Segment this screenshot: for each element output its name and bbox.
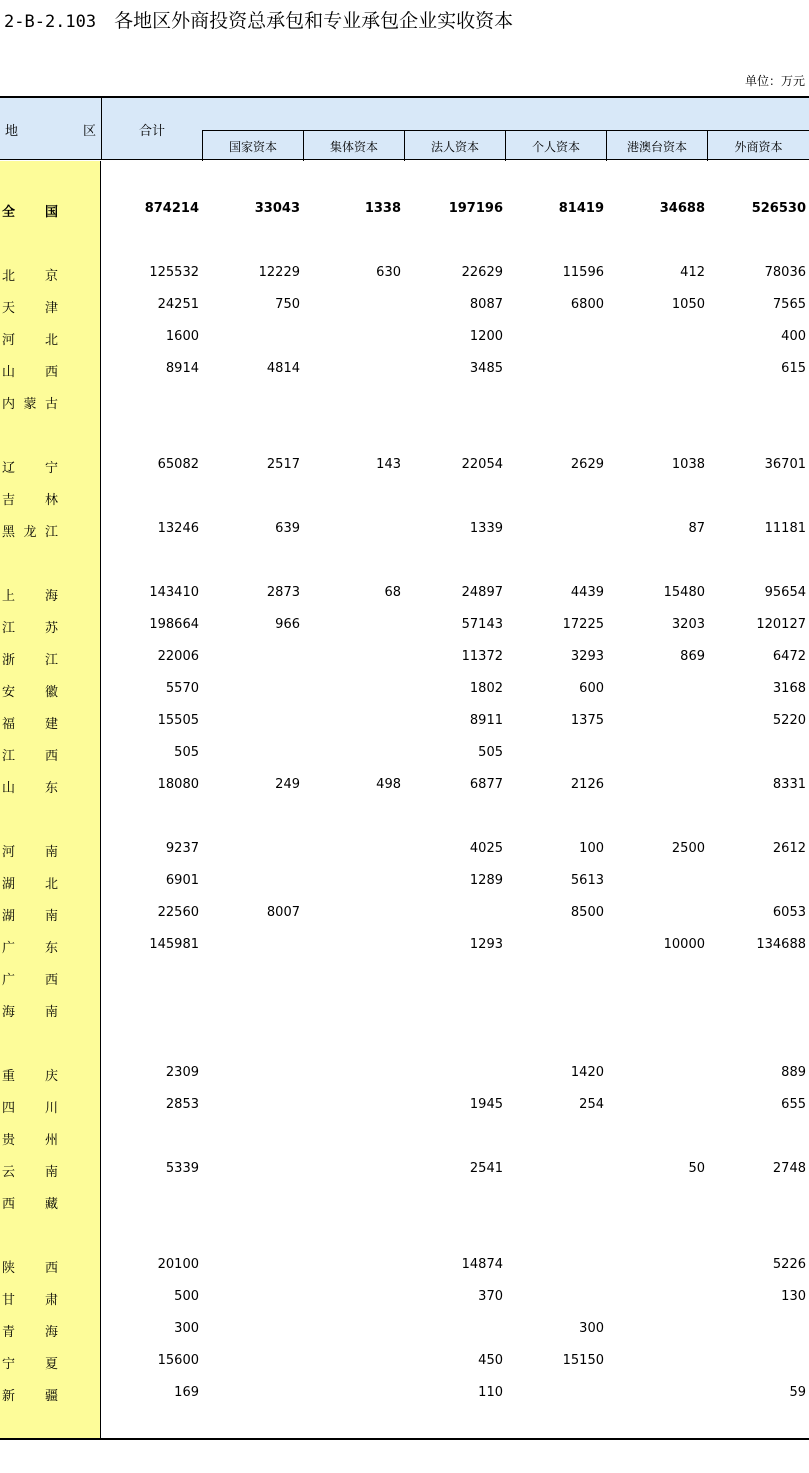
value-cell: 300 <box>174 1321 199 1336</box>
value-cell: 1050 <box>671 297 705 312</box>
value-cell: 869 <box>680 649 705 664</box>
region-name: 辽 宁 <box>2 461 58 476</box>
value-cell: 22560 <box>157 905 199 920</box>
value-cell: 100 <box>579 841 604 856</box>
region-name: 山 西 <box>2 365 58 380</box>
value-cell: 36701 <box>764 457 806 472</box>
value-cell: 300 <box>579 1321 604 1336</box>
table-row <box>0 1350 809 1374</box>
value-cell: 11181 <box>764 521 806 536</box>
region-name: 青 海 <box>2 1325 58 1340</box>
value-cell: 655 <box>781 1097 806 1112</box>
value-cell: 78036 <box>764 265 806 280</box>
value-cell: 526530 <box>751 201 806 216</box>
value-cell: 2853 <box>165 1097 199 1112</box>
table-row <box>0 774 809 798</box>
table-row <box>0 934 809 958</box>
value-cell: 20100 <box>157 1257 199 1272</box>
value-cell: 6800 <box>570 297 604 312</box>
value-cell: 2517 <box>266 457 300 472</box>
table-row <box>0 1094 809 1118</box>
table-row <box>0 678 809 702</box>
header-total: 合计 <box>138 124 165 139</box>
value-cell: 9237 <box>165 841 199 856</box>
value-cell: 639 <box>275 521 300 536</box>
value-cell: 11372 <box>461 649 503 664</box>
value-cell: 8911 <box>469 713 503 728</box>
value-cell: 15150 <box>562 1353 604 1368</box>
region-name: 甘 肃 <box>2 1293 58 1308</box>
value-cell: 630 <box>376 265 401 280</box>
table-row <box>0 454 809 478</box>
value-cell: 5570 <box>165 681 199 696</box>
value-cell: 412 <box>680 265 705 280</box>
table-bottom-rule <box>0 1438 809 1440</box>
value-cell: 254 <box>579 1097 604 1112</box>
value-cell: 8914 <box>165 361 199 376</box>
value-cell: 15505 <box>157 713 199 728</box>
value-cell: 889 <box>781 1065 806 1080</box>
region-name: 江 苏 <box>2 621 58 636</box>
table-row <box>0 870 809 894</box>
value-cell: 2748 <box>772 1161 806 1176</box>
value-cell: 8500 <box>570 905 604 920</box>
value-cell: 1420 <box>570 1065 604 1080</box>
table-row <box>0 1062 809 1086</box>
table-row <box>0 838 809 862</box>
table-row <box>0 1254 809 1278</box>
value-cell: 3168 <box>772 681 806 696</box>
value-cell: 33043 <box>254 201 300 216</box>
value-cell: 145981 <box>149 937 199 952</box>
value-cell: 68 <box>384 585 401 600</box>
table-row <box>0 198 809 222</box>
value-cell: 125532 <box>149 265 199 280</box>
table-row <box>0 326 809 350</box>
value-cell: 15600 <box>157 1353 199 1368</box>
value-cell: 5339 <box>165 1161 199 1176</box>
value-cell: 1293 <box>469 937 503 952</box>
value-cell: 600 <box>579 681 604 696</box>
value-cell: 4025 <box>469 841 503 856</box>
region-name: 重 庆 <box>2 1069 58 1084</box>
table-row <box>0 358 809 382</box>
table-header <box>0 96 809 160</box>
region-name: 山 东 <box>2 781 58 796</box>
value-cell: 615 <box>781 361 806 376</box>
table-row <box>0 390 809 414</box>
value-cell: 450 <box>478 1353 503 1368</box>
value-cell: 370 <box>478 1289 503 1304</box>
value-cell: 143 <box>376 457 401 472</box>
value-cell: 1339 <box>469 521 503 536</box>
region-name: 河 北 <box>2 333 58 348</box>
value-cell: 2500 <box>671 841 705 856</box>
value-cell: 500 <box>174 1289 199 1304</box>
table-row <box>0 966 809 990</box>
value-cell: 3203 <box>671 617 705 632</box>
value-cell: 5220 <box>772 713 806 728</box>
value-cell: 2541 <box>469 1161 503 1176</box>
table-row <box>0 646 809 670</box>
value-cell: 22629 <box>461 265 503 280</box>
value-cell: 1289 <box>469 873 503 888</box>
table-row <box>0 1190 809 1214</box>
region-name: 全 国 <box>2 205 58 220</box>
region-name: 四 川 <box>2 1101 58 1116</box>
value-cell: 1375 <box>570 713 604 728</box>
value-cell: 1038 <box>671 457 705 472</box>
value-cell: 966 <box>275 617 300 632</box>
region-column-background <box>0 161 101 1439</box>
value-cell: 15480 <box>663 585 705 600</box>
value-cell: 110 <box>478 1385 503 1400</box>
region-name: 吉 林 <box>2 493 58 508</box>
value-cell: 120127 <box>756 617 806 632</box>
value-cell: 3485 <box>469 361 503 376</box>
value-cell: 95654 <box>764 585 806 600</box>
value-cell: 24251 <box>157 297 199 312</box>
region-name: 河 南 <box>2 845 58 860</box>
value-cell: 13246 <box>157 521 199 536</box>
table-row <box>0 902 809 926</box>
value-cell: 59 <box>789 1385 806 1400</box>
value-cell: 34688 <box>659 201 705 216</box>
value-cell: 8331 <box>772 777 806 792</box>
header-collective-capital: 集体资本 <box>304 131 405 161</box>
value-cell: 12229 <box>258 265 300 280</box>
region-name: 黑 龙 江 <box>2 525 58 540</box>
region-name: 福 建 <box>2 717 58 732</box>
table-row <box>0 582 809 606</box>
value-cell: 5226 <box>772 1257 806 1272</box>
value-cell: 2612 <box>772 841 806 856</box>
value-cell: 4439 <box>570 585 604 600</box>
table-row <box>0 1318 809 1342</box>
table-row <box>0 998 809 1022</box>
value-cell: 24897 <box>461 585 503 600</box>
value-cell: 134688 <box>756 937 806 952</box>
value-cell: 4814 <box>266 361 300 376</box>
value-cell: 2126 <box>570 777 604 792</box>
value-cell: 14874 <box>461 1257 503 1272</box>
value-cell: 87 <box>688 521 705 536</box>
region-name: 新 疆 <box>2 1389 58 1404</box>
header-hk-macao-taiwan-capital: 港澳台资本 <box>607 131 708 161</box>
value-cell: 57143 <box>461 617 503 632</box>
value-cell: 1802 <box>469 681 503 696</box>
header-legal-person-capital: 法人资本 <box>405 131 506 161</box>
table-row <box>0 1382 809 1406</box>
region-name: 内 蒙 古 <box>2 397 58 412</box>
value-cell: 1945 <box>469 1097 503 1112</box>
value-cell: 50 <box>688 1161 705 1176</box>
region-name: 江 西 <box>2 749 58 764</box>
region-name: 天 津 <box>2 301 58 316</box>
page-title <box>4 6 513 33</box>
header-foreign-capital: 外商资本 <box>734 139 783 154</box>
region-name: 广 西 <box>2 973 58 988</box>
table-row <box>0 742 809 766</box>
value-cell: 143410 <box>149 585 199 600</box>
table-row <box>0 262 809 286</box>
table-row <box>0 294 809 318</box>
region-name: 湖 北 <box>2 877 58 892</box>
value-cell: 18080 <box>157 777 199 792</box>
value-cell: 22054 <box>461 457 503 472</box>
value-cell: 2629 <box>570 457 604 472</box>
value-cell: 17225 <box>562 617 604 632</box>
region-name: 湖 南 <box>2 909 58 924</box>
value-cell: 1600 <box>165 329 199 344</box>
value-cell: 81419 <box>558 201 604 216</box>
unit-label: 单位：万元 <box>744 74 805 88</box>
value-cell: 65082 <box>157 457 199 472</box>
value-cell: 505 <box>478 745 503 760</box>
region-name: 广 东 <box>2 941 58 956</box>
header-state-capital: 国家资本 <box>203 131 304 161</box>
table-row <box>0 518 809 542</box>
value-cell: 169 <box>174 1385 199 1400</box>
value-cell: 8087 <box>469 297 503 312</box>
value-cell: 1338 <box>364 201 401 216</box>
table-row <box>0 1158 809 1182</box>
value-cell: 6877 <box>469 777 503 792</box>
value-cell: 400 <box>781 329 806 344</box>
value-cell: 750 <box>275 297 300 312</box>
header-individual-capital: 个人资本 <box>506 131 607 161</box>
table-row <box>0 1286 809 1310</box>
region-name: 云 南 <box>2 1165 58 1180</box>
region-name: 浙 江 <box>2 653 58 668</box>
value-cell: 1200 <box>469 329 503 344</box>
value-cell: 3293 <box>570 649 604 664</box>
value-cell: 197196 <box>448 201 503 216</box>
value-cell: 10000 <box>663 937 705 952</box>
value-cell: 198664 <box>149 617 199 632</box>
region-name: 上 海 <box>2 589 58 604</box>
value-cell: 498 <box>376 777 401 792</box>
table-title: 各地区外商投资总承包和专业承包企业实收资本 <box>114 10 514 32</box>
header-subcolumns <box>202 130 809 161</box>
table-code: 2-B-2.103 <box>4 12 97 32</box>
value-cell: 8007 <box>266 905 300 920</box>
region-name: 北 京 <box>2 269 58 284</box>
table-row <box>0 710 809 734</box>
value-cell: 5613 <box>570 873 604 888</box>
table-row <box>0 486 809 510</box>
region-name: 宁 夏 <box>2 1357 58 1372</box>
table-row <box>0 614 809 638</box>
region-name: 陕 西 <box>2 1261 58 1276</box>
region-name: 海 南 <box>2 1005 58 1020</box>
region-name: 贵 州 <box>2 1133 58 1148</box>
value-cell: 6053 <box>772 905 806 920</box>
value-cell: 2873 <box>266 585 300 600</box>
value-cell: 874214 <box>144 201 199 216</box>
value-cell: 249 <box>275 777 300 792</box>
value-cell: 130 <box>781 1289 806 1304</box>
value-cell: 505 <box>174 745 199 760</box>
value-cell: 6901 <box>165 873 199 888</box>
value-cell: 2309 <box>165 1065 199 1080</box>
region-name: 安 徽 <box>2 685 58 700</box>
value-cell: 6472 <box>772 649 806 664</box>
header-region: 地 区 <box>0 98 102 160</box>
value-cell: 11596 <box>562 265 604 280</box>
region-name: 西 藏 <box>2 1197 58 1212</box>
value-cell: 7565 <box>772 297 806 312</box>
table-row <box>0 1126 809 1150</box>
value-cell: 22006 <box>157 649 199 664</box>
